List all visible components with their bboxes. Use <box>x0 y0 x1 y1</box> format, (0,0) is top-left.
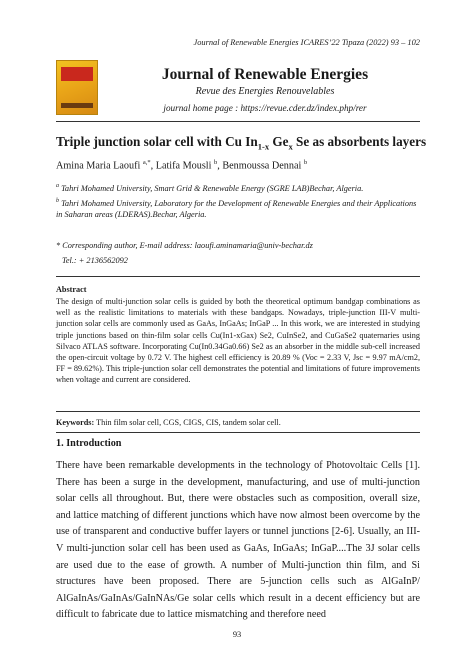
abstract-heading: Abstract <box>56 285 87 294</box>
telephone: Tel.: + 2136562092 <box>62 256 128 265</box>
header-rule <box>56 121 420 122</box>
abstract-bottom-rule <box>56 411 420 412</box>
introduction-text: There have been remarkable developments in the technology of Photovoltaic Cells [1]. There has been a surge in the development, manufacturing, and use of multi-junction solar cells all throughout. But, there were obstacles such as composition, overall size, and lattice matching of different junctions which have now almost been overcome by the use of transparent and conductive buffer layers or tunnel junctions [2-6]. Usually, an III-V multi-junction solar cell has been used as GaAs, InGaAs; InGaP....The 3J solar cells are used due to the ease of growth. A number of Multi-junction thin film, and Si structures have been proposed. There are 5-junction cells such as AlGaInP/ AlGaInAs/GaInAs/GaInNAs/Ge solar cells which result in a decent efficiency but are difficult to fabricate due to lattice mismatching and therefore need <box>56 460 420 621</box>
corresponding-author: * Corresponding author, E-mail address: laoufi.aminamaria@univ-bechar.dz <box>56 241 313 250</box>
keywords: Keywords: Thin film solar cell, CGS, CIGS, CIS, tandem solar cell. <box>56 418 281 427</box>
journal-subtitle: Revue des Energies Renouvelables <box>195 86 335 97</box>
paper-title: Triple junction solar cell with Cu $In_{1-x}$ $Ge_x$ Se as absorbents layers <box>56 134 427 152</box>
page-number: 93 <box>232 630 242 639</box>
keywords-rule <box>56 432 420 433</box>
section-heading: 1. Introduction <box>56 438 122 449</box>
affiliation-b: $^b$ Tahri Mohamed University, Laboratory for the Development of Renewable Energies and their Applications in Saharan areas (LDERAS).Bechar, Algeria. <box>56 198 417 219</box>
abstract-top-rule <box>56 276 420 277</box>
running-header: Journal of Renewable Energies ICARES’22 Tipaza (2022) 93 – 102 <box>193 38 420 47</box>
abstract-text: The design of multi-junction solar cells is guided by both the theoretical optimum bandgap combinations as well as the realistic limitations to materials with these bandgaps. Nowadays, triple-junction III-V multi-junction solar cells are commonly used as GaAs, InGaAs; InGaP ... In this work, we are interested in studying triple junctions based on thin-film solar cells Cu(In1-xGax) Se2, CuInSe2, and CuGaSe2 quaternaries using Silvaco ATLAS software. Incorporating Cu(In0.34Ga0.66) Se2 as an absorber in the middle sub-cell increased the open-circuit voltage by 0.72 V. The highest cell efficiency is 20.89 % (Voc = 2.33 V, Jsc = 9.97 mA/cm2, FF = 89.62%). This triple-junction solar cell demonstrates the potential and limitations of future improvements when voltage and current are considered. <box>56 297 420 385</box>
affiliation-a: $^a$ Tahri Mohamed University, Smart Grid & Renewable Energy (SGRE LAB)Bechar, Algeria. <box>56 183 364 193</box>
journal-title: Journal of Renewable Energies <box>161 66 369 83</box>
journal-homepage[interactable]: journal home page : https://revue.cder.dz/index.php/rer <box>163 103 367 113</box>
author-list: Amina Maria Laoufi $^{a,*}$, Latifa Mousli $^b$, Benmoussa Dennai $^b$ <box>56 159 308 172</box>
